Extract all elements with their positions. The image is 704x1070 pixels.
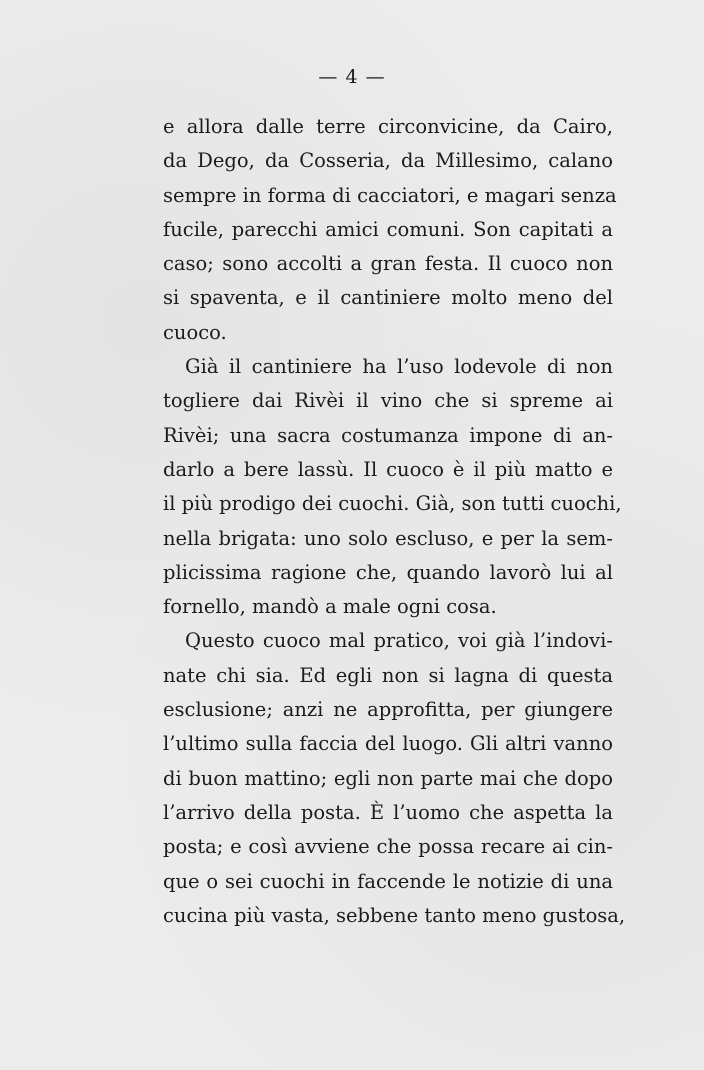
text-line: que o sei cuochi in faccende le notizie di una [163, 869, 613, 893]
text-line: Rivèi; una sacra costumanza impone di an- [163, 423, 613, 447]
text-line: di buon mattino; egli non parte mai che dopo [163, 766, 613, 790]
paragraph [163, 350, 622, 624]
text-line: e allora dalle terre circonvicine, da Cairo, [163, 115, 613, 138]
text-line: cuoco. [163, 320, 227, 344]
text-line: Questo cuoco mal pratico, voi già l’indovi- [185, 629, 613, 653]
text-line: plicissima ragione che, quando lavorò lui al [163, 560, 613, 584]
text-line: darlo a bere lassù. Il cuoco è il più matto e [163, 457, 613, 481]
text-line: il più prodigo dei cuochi. Già, son tutti cuochi, [163, 492, 622, 516]
text-line: fornello, mandò a male ogni cosa. [163, 595, 497, 619]
paragraph [163, 624, 626, 933]
page-number: — 4 — [318, 66, 386, 88]
body-text [163, 110, 626, 933]
text-line: sempre in forma di cacciatori, e magari senza [163, 183, 617, 207]
text-line: esclusione; anzi ne approfitta, per giungere [163, 698, 613, 722]
text-line: l’arrivo della posta. È l’uomo che aspetta la [163, 800, 613, 824]
text-line: da Dego, da Cosseria, da Millesimo, calano [163, 149, 613, 173]
text-line: nate chi sia. Ed egli non si lagna di questa [163, 663, 613, 687]
text-line: Già il cantiniere ha l’uso lodevole di non [185, 355, 613, 379]
text-line: togliere dai Rivèi il vino che si spreme ai [163, 389, 613, 413]
text-line: cucina più vasta, sebbene tanto meno gustosa, [163, 903, 626, 927]
text-line: nella brigata: uno solo escluso, e per la sem- [163, 526, 613, 550]
text-line: l’ultimo sulla faccia del luogo. Gli altri vanno [163, 732, 613, 756]
text-line: caso; sono accolti a gran festa. Il cuoco non [163, 252, 613, 276]
paragraph [163, 110, 617, 350]
text-line: posta; e così avviene che possa recare ai cin- [163, 835, 613, 859]
text-line: fucile, parecchi amici comuni. Son capitati a [163, 217, 613, 241]
text-line: si spaventa, e il cantiniere molto meno del [163, 286, 613, 310]
